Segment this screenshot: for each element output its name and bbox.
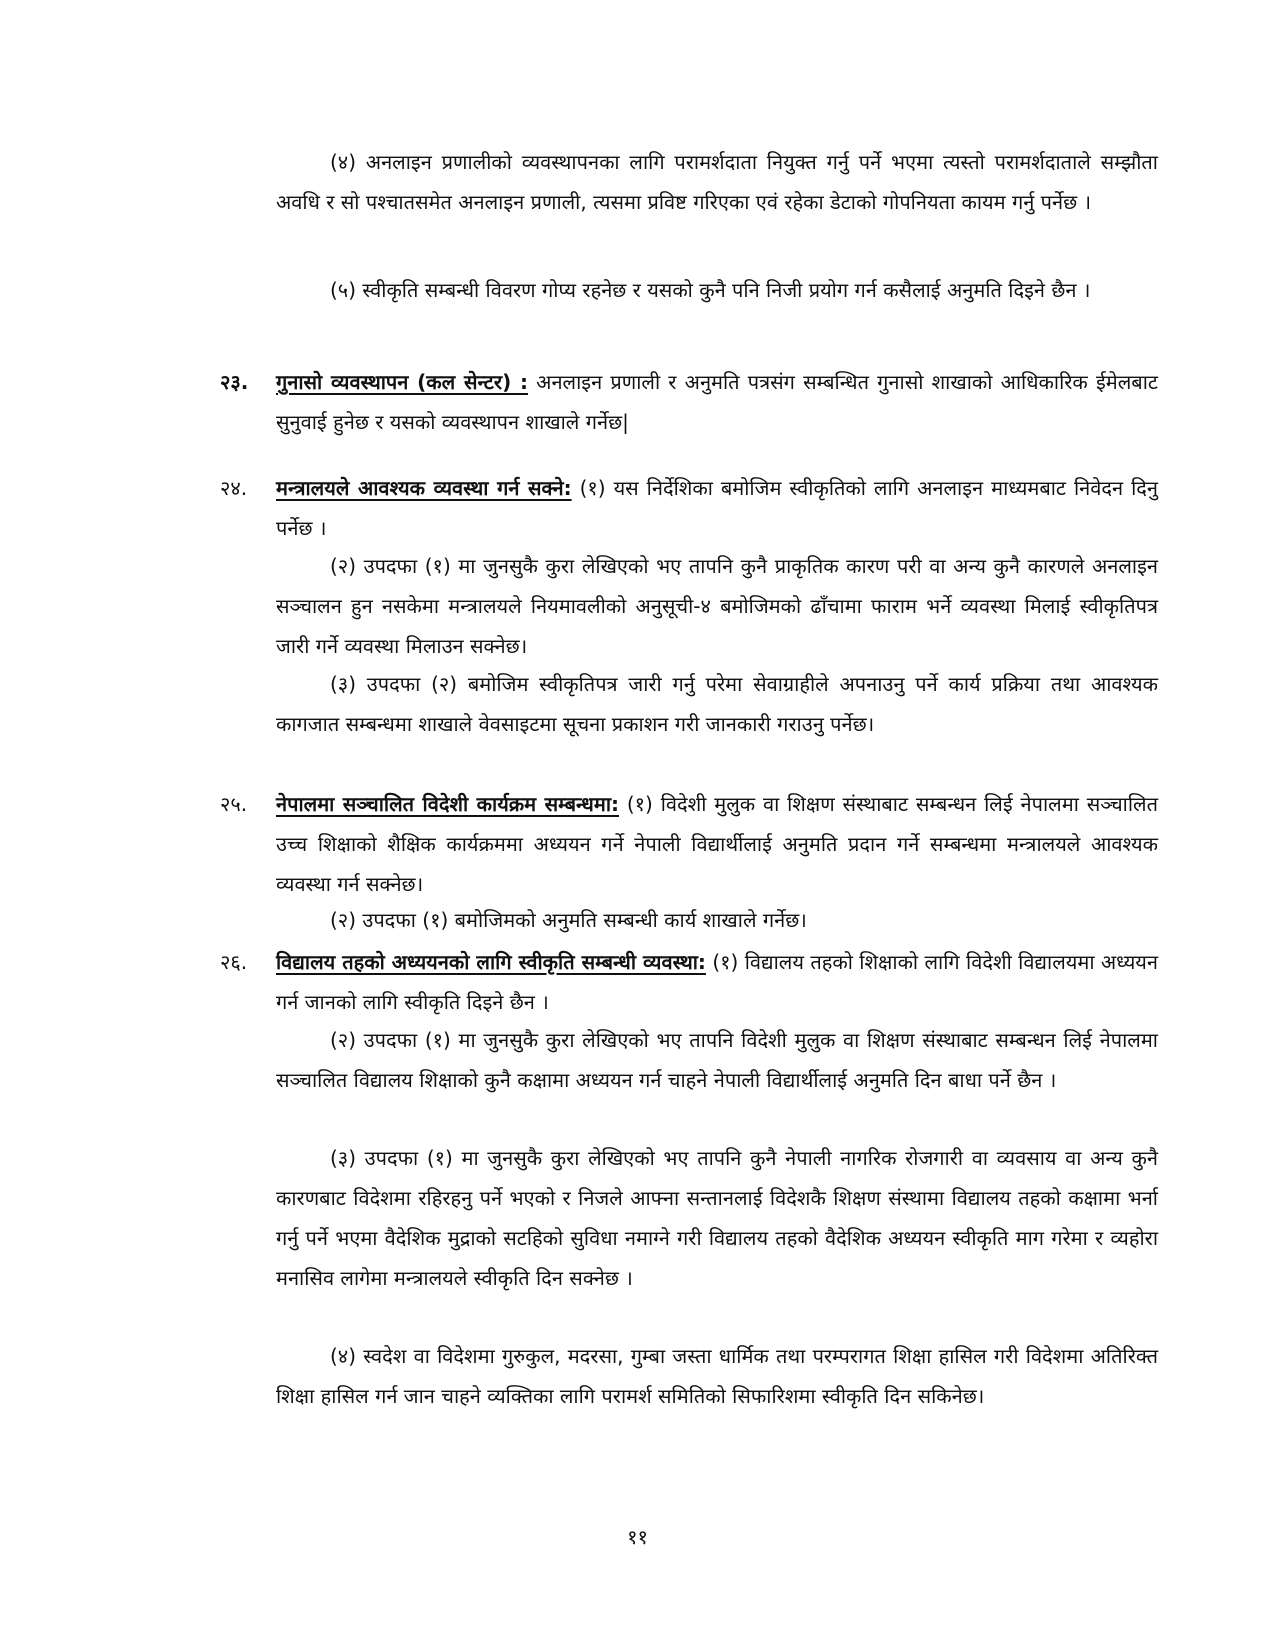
clause-24-3: (३) उपदफा (२) बमोजिम स्वीकृतिपत्र जारी गर्नु परेमा सेवाग्राहीले अपनाउनु पर्ने कार्य प्रक्रिया तथा आवश्यक कागजात सम्बन्धमा शाखाले वेवसाइटमा सूचना प्रकाशन गरी जानकारी गराउनु पर्नेछ। (276, 672, 1158, 736)
section-number: २६. (220, 950, 248, 974)
section-heading: विद्यालय तहको अध्ययनको लागि स्वीकृति सम्बन्धी व्यवस्था: (276, 950, 706, 974)
clause-22-4: (४) अनलाइन प्रणालीको व्यवस्थापनका लागि परामर्शदाता नियुक्त गर्नु पर्ने भएमा त्यस्तो परामर्शदाताले सम्झौता अवधि र सो पश्चातसमेत अनलाइन प्रणाली, त्यसमा प्रविष्ट गरिएका एवं रहेका डेटाको गोपनियता कायम गर्नु पर्नेछ । (276, 150, 1158, 214)
section-text: (१) विदेशी मुलुक वा शिक्षण संस्थाबाट सम्बन्धन लिई नेपालमा सञ्चालित उच्च शिक्षाको शैक्षिक कार्यक्रममा अध्ययन गर्ने नेपाली विद्यार्थीलाई अनुमति प्रदान गर्ने सम्बन्धमा मन्त्रालयले आवश्यक व्यवस्था गर्न सक्नेछ। (276, 792, 1158, 896)
section-heading: नेपालमा सञ्चालित विदेशी कार्यक्रम सम्बन्धमा: (276, 792, 619, 816)
section-text: अनलाइन प्रणाली र अनुमति पत्रसंग सम्बन्धित गुनासो शाखाको आधिकारिक ईमेलबाट सुनुवाई हुनेछ र यसको व्यवस्थापन शाखाले गर्नेछ| (276, 370, 1158, 434)
clause-22-5: (५) स्वीकृति सम्बन्धी विवरण गोप्य रहनेछ र यसको कुनै पनि निजी प्रयोग गर्न कसैलाई अनुमति दिइने छैन । (330, 278, 1091, 302)
section-number: २३. (220, 370, 249, 394)
clause-26-3: (३) उपदफा (१) मा जुनसुकै कुरा लेखिएको भए तापनि कुनै नेपाली नागरिक रोजगारी वा व्यवसाय वा अन्य कुनै कारणबाट विदेशमा रहिरहनु पर्ने भएको र निजले आफ्ना सन्तानलाई विदेशकै शिक्षण संस्थामा विद्यालय तहको कक्षामा भर्ना गर्नु पर्ने भएमा वैदेशिक मुद्राको सटहिको सुविधा नमाग्ने गरी विद्यालय तहको वैदेशिक अध्ययन स्वीकृति माग गरेमा र व्यहोरा मनासिव लागेमा मन्त्रालयले स्वीकृति दिन सक्नेछ । (276, 1146, 1158, 1290)
section-number: २५. (220, 792, 248, 816)
section-number: २४. (220, 476, 248, 500)
section-24 (220, 468, 1158, 548)
section-text: (१) यस निर्देशिका बमोजिम स्वीकृतिको लागि अनलाइन माध्यमबाट निवेदन दिनु पर्नेछ । (276, 476, 1158, 540)
page-number: ११ (627, 1525, 648, 1549)
clause-26-4: (४) स्वदेश वा विदेशमा गुरुकुल, मदरसा, गुम्बा जस्ता धार्मिक तथा परम्परागत शिक्षा हासिल गरी विदेशमा अतिरिक्त शिक्षा हासिल गर्न जान चाहने व्यक्तिका लागि परामर्श समितिको सिफारिशमा स्वीकृति दिन सकिनेछ। (276, 1344, 1158, 1408)
section-23 (220, 362, 1158, 442)
clause-26-2: (२) उपदफा (१) मा जुनसुकै कुरा लेखिएको भए तापनि विदेशी मुलुक वा शिक्षण संस्थाबाट सम्बन्धन लिई नेपालमा सञ्चालित विद्यालय शिक्षाको कुनै कक्षामा अध्ययन गर्न चाहने नेपाली विद्यार्थीलाई अनुमति दिन बाधा पर्ने छैन । (276, 1028, 1158, 1092)
section-26 (220, 942, 1158, 1022)
section-25 (220, 784, 1158, 904)
section-heading: गुनासो व्यवस्थापन (कल सेन्टर) : (276, 370, 528, 394)
clause-25-2: (२) उपदफा (१) बमोजिमको अनुमति सम्बन्धी कार्य शाखाले गर्नेछ। (330, 908, 807, 932)
section-text: (१) विद्यालय तहको शिक्षाको लागि विदेशी विद्यालयमा अध्ययन गर्न जानको लागि स्वीकृति दिइने छैन । (276, 950, 1158, 1014)
clause-24-2: (२) उपदफा (१) मा जुनसुकै कुरा लेखिएको भए तापनि कुनै प्राकृतिक कारण परी वा अन्य कुनै कारणले अनलाइन सञ्चालन हुन नसकेमा मन्त्रालयले नियमावलीको अनुसूची-४ बमोजिमको ढाँचामा फाराम भर्ने व्यवस्था मिलाई स्वीकृतिपत्र जारी गर्ने व्यवस्था मिलाउन सक्नेछ। (276, 554, 1158, 658)
section-heading: मन्त्रालयले आवश्यक व्यवस्था गर्न सक्ने: (276, 476, 572, 500)
